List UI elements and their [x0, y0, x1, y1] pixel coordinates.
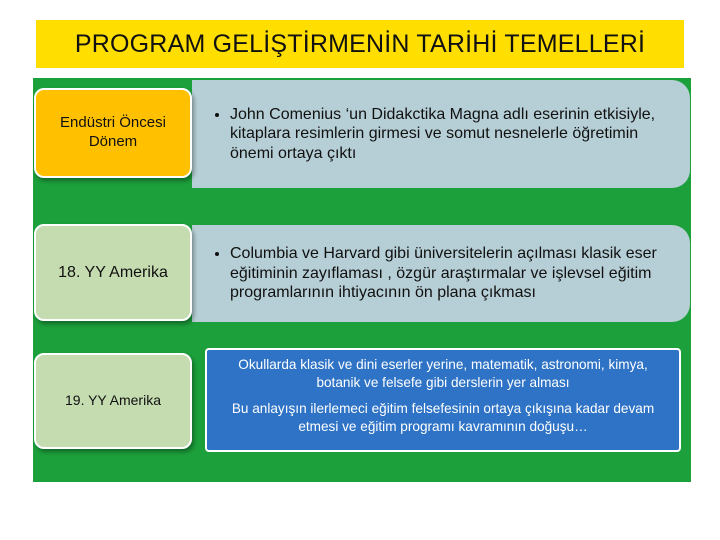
page-title: PROGRAM GELİŞTİRMENİN TARİHİ TEMELLERİ — [36, 20, 684, 68]
row-1-label-line-2: Dönem — [88, 133, 138, 150]
row-1-label-line-1: Endüstri Öncesi — [60, 114, 166, 132]
row-2-label: 18. YY Amerika — [58, 263, 168, 281]
row-3-description — [205, 348, 681, 452]
row-3-label: 19. YY Amerika — [65, 392, 161, 409]
row-2-description — [192, 225, 690, 322]
row-3-label-card — [34, 353, 192, 449]
row-2-bullet: • Columbia ve Harvard gibi üniversitelerin açılması klasik eser eğitiminin zayıflaması , özgür araştırmalar ve işlevsel eğitim programlarının ihtiyacının ön plana çıkması — [230, 244, 676, 303]
row-2-label-card — [34, 224, 192, 321]
row-3-paragraph-2: Bu anlayışın ilerlemeci eğitim felsefesinin ortaya çıkışına kadar devam etmesi ve eğitim programı kavramının doğuşu… — [231, 401, 655, 435]
row-1-bullet: • John Comenius ‘un Didakctika Magna adlı eserinin etkisiyle, kitaplara resimlerin girmesi ve somut nesnelerle öğretimin önemi ortaya çıktı — [230, 105, 676, 164]
row-3-paragraph-1: Okullarda klasik ve dini eserler yerine, matematik, astronomi, kimya, botanik ve felsefe gibi derslerin yer alması — [238, 357, 648, 390]
row-1-description — [192, 80, 690, 188]
row-1-label-card — [34, 88, 192, 178]
